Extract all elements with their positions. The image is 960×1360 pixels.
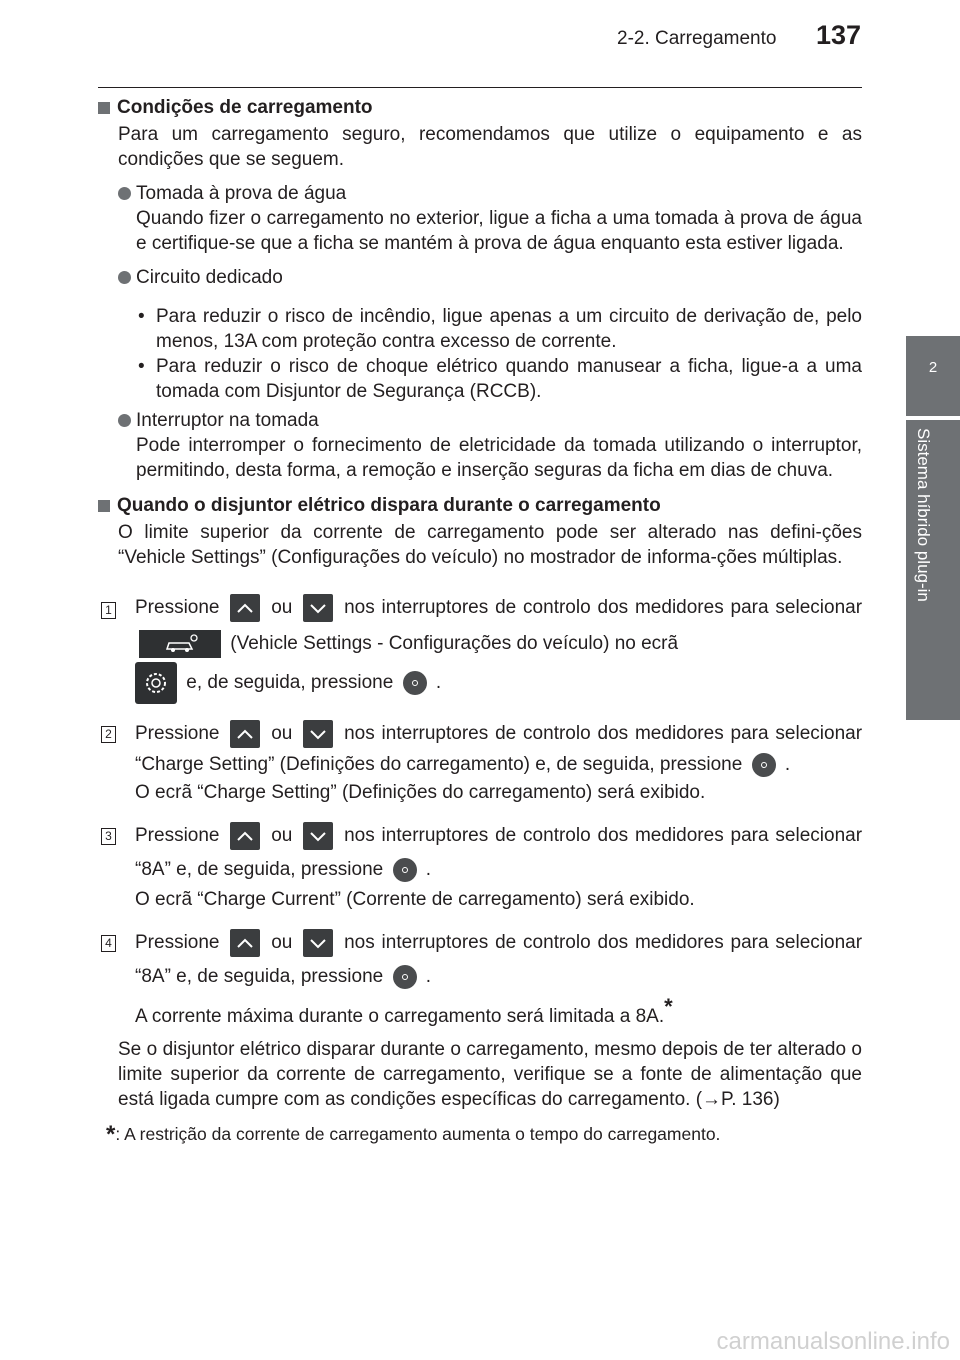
ok-button-icon: [403, 671, 427, 695]
bullet-title: Interruptor na tomada: [136, 410, 319, 431]
bullet-text: Pode interromper o fornecimento de eletricidade da tomada utilizando o interruptor, permitindo, desta forma, a remoção e inserção seguras da ficha em dias de chuva.: [136, 435, 862, 481]
header-rule: [98, 87, 862, 88]
step-text: .: [425, 966, 432, 987]
chevron-up-icon: [230, 720, 260, 748]
chevron-down-icon: [303, 720, 333, 748]
circle-bullet-icon: [118, 414, 131, 427]
step-text: ou: [271, 597, 293, 618]
step-number: 4: [101, 935, 116, 952]
step-text: ou: [271, 825, 293, 846]
footnote: [106, 1122, 862, 1147]
gear-icon: [135, 662, 177, 704]
circle-bullet-icon: [118, 271, 131, 284]
sub-list-item: [138, 354, 862, 404]
paragraph: O limite superior da corrente de carregamento pode ser alterado nas defini-ções “Vehicle Settings” (Configurações do veículo) no mostrador de informa-ções múltiplas.: [118, 522, 862, 568]
closing-paragraph: Se o disjuntor elétrico disparar durante o carregamento, mesmo depois de ter alterado o limite superior da corrente de carregamento, verifique se a fonte de alimentação que está ligada cumpre com as condições específicas do carregamento. (→P. 136): [118, 1039, 862, 1110]
ok-button-icon: [393, 858, 417, 882]
bullet-title: Circuito dedicado: [136, 267, 283, 288]
step-2: [105, 718, 863, 805]
step-result-row: [135, 994, 862, 1029]
sub-list-item: [138, 304, 862, 354]
ok-button-icon: [752, 753, 776, 777]
chevron-up-icon: [230, 822, 260, 850]
step-text: Pressione: [135, 825, 220, 846]
sub-bullet-icon: •: [138, 356, 145, 377]
sub-item-text: Para reduzir o risco de choque elétrico quando manusear a ficha, ligue-a a uma tomada com Disjuntor de Segurança (RCCB).: [156, 356, 862, 402]
list-item: [118, 265, 862, 290]
chevron-down-icon: [303, 594, 333, 622]
square-bullet-icon: [98, 500, 110, 512]
chevron-down-icon: [303, 929, 333, 957]
step-number: 1: [101, 602, 116, 619]
step-text: nos interruptores de controlo dos medidores para selecionar “Charge Setting” (Definições do carregamento) e, de seguida, pressione: [135, 723, 863, 775]
footnote-star: *: [106, 1121, 116, 1148]
section-title-conditions: [98, 95, 862, 120]
section-title-text: Condições de carregamento: [117, 97, 373, 118]
sub-bullet-icon: •: [138, 306, 145, 327]
step-result: O ecrã “Charge Current” (Corrente de carregamento) será exibido.: [135, 889, 695, 910]
square-bullet-icon: [98, 102, 110, 114]
section-title-text: Quando o disjuntor elétrico dispara durante o carregamento: [117, 495, 661, 516]
step-text: Pressione: [135, 597, 220, 618]
sub-item-text: Para reduzir o risco de incêndio, ligue apenas a um circuito de derivação de, pelo menos, 13A com proteção contra excesso de corrente.: [156, 306, 862, 352]
bullet-title: Tomada à prova de água: [136, 183, 347, 204]
step-text: .: [784, 754, 791, 775]
list-item: [118, 181, 862, 256]
step-text: (Vehicle Settings - Configurações do veículo) no ecrã: [230, 633, 679, 654]
watermark: carmanualsonline.info: [716, 1328, 950, 1355]
chevron-up-icon: [230, 929, 260, 957]
step-text: .: [425, 859, 432, 880]
step-1: [105, 590, 863, 704]
step-4: [105, 926, 863, 1029]
step-number: 3: [101, 828, 116, 845]
step-text: e, de seguida, pressione: [186, 672, 394, 694]
step-number: 2: [101, 726, 116, 743]
step-text: Pressione: [135, 932, 220, 953]
chevron-down-icon: [303, 822, 333, 850]
step-text: Pressione: [135, 723, 220, 744]
content: [98, 95, 862, 1147]
footnote-text: : A restrição da corrente de carregamento aumenta o tempo do carregamento.: [115, 1124, 721, 1144]
side-tab-number: 2: [906, 336, 960, 416]
vehicle-settings-icon: [139, 630, 221, 658]
section-header: 2-2. Carregamento: [617, 28, 777, 49]
page-number: 137: [816, 20, 862, 50]
ok-button-icon: [393, 965, 417, 989]
bullet-text: Quando fizer o carregamento no exterior, ligue a ficha a uma tomada à prova de água e certifique-se que a ficha se mantém à prova de água enquanto esta estiver ligada.: [136, 208, 862, 254]
step-text: nos interruptores de controlo dos medidores para selecionar “8A” e, de seguida, pressione: [135, 932, 863, 987]
footnote-marker: *: [664, 994, 673, 1019]
section-title-breaker: [98, 493, 862, 518]
step-text: nos interruptores de controlo dos medidores para selecionar: [344, 597, 863, 618]
side-tab-label: Sistema híbrido plug-in: [914, 428, 933, 602]
step-text: ou: [271, 723, 293, 744]
list-item: [118, 408, 862, 483]
chevron-up-icon: [230, 594, 260, 622]
step-text: .: [435, 672, 442, 694]
circle-bullet-icon: [118, 187, 131, 200]
step-text: ou: [271, 932, 293, 953]
paragraph: Para um carregamento seguro, recomendamos que utilize o equipamento e as condições que se seguem.: [118, 124, 862, 170]
step-result: O ecrã “Charge Setting” (Definições do carregamento) será exibido.: [135, 782, 706, 803]
step-3: [105, 819, 863, 912]
step-text: nos interruptores de controlo dos medidores para selecionar “8A” e, de seguida, pressione: [135, 825, 863, 880]
step-result: A corrente máxima durante o carregamento será limitada a 8A.: [135, 1006, 665, 1027]
